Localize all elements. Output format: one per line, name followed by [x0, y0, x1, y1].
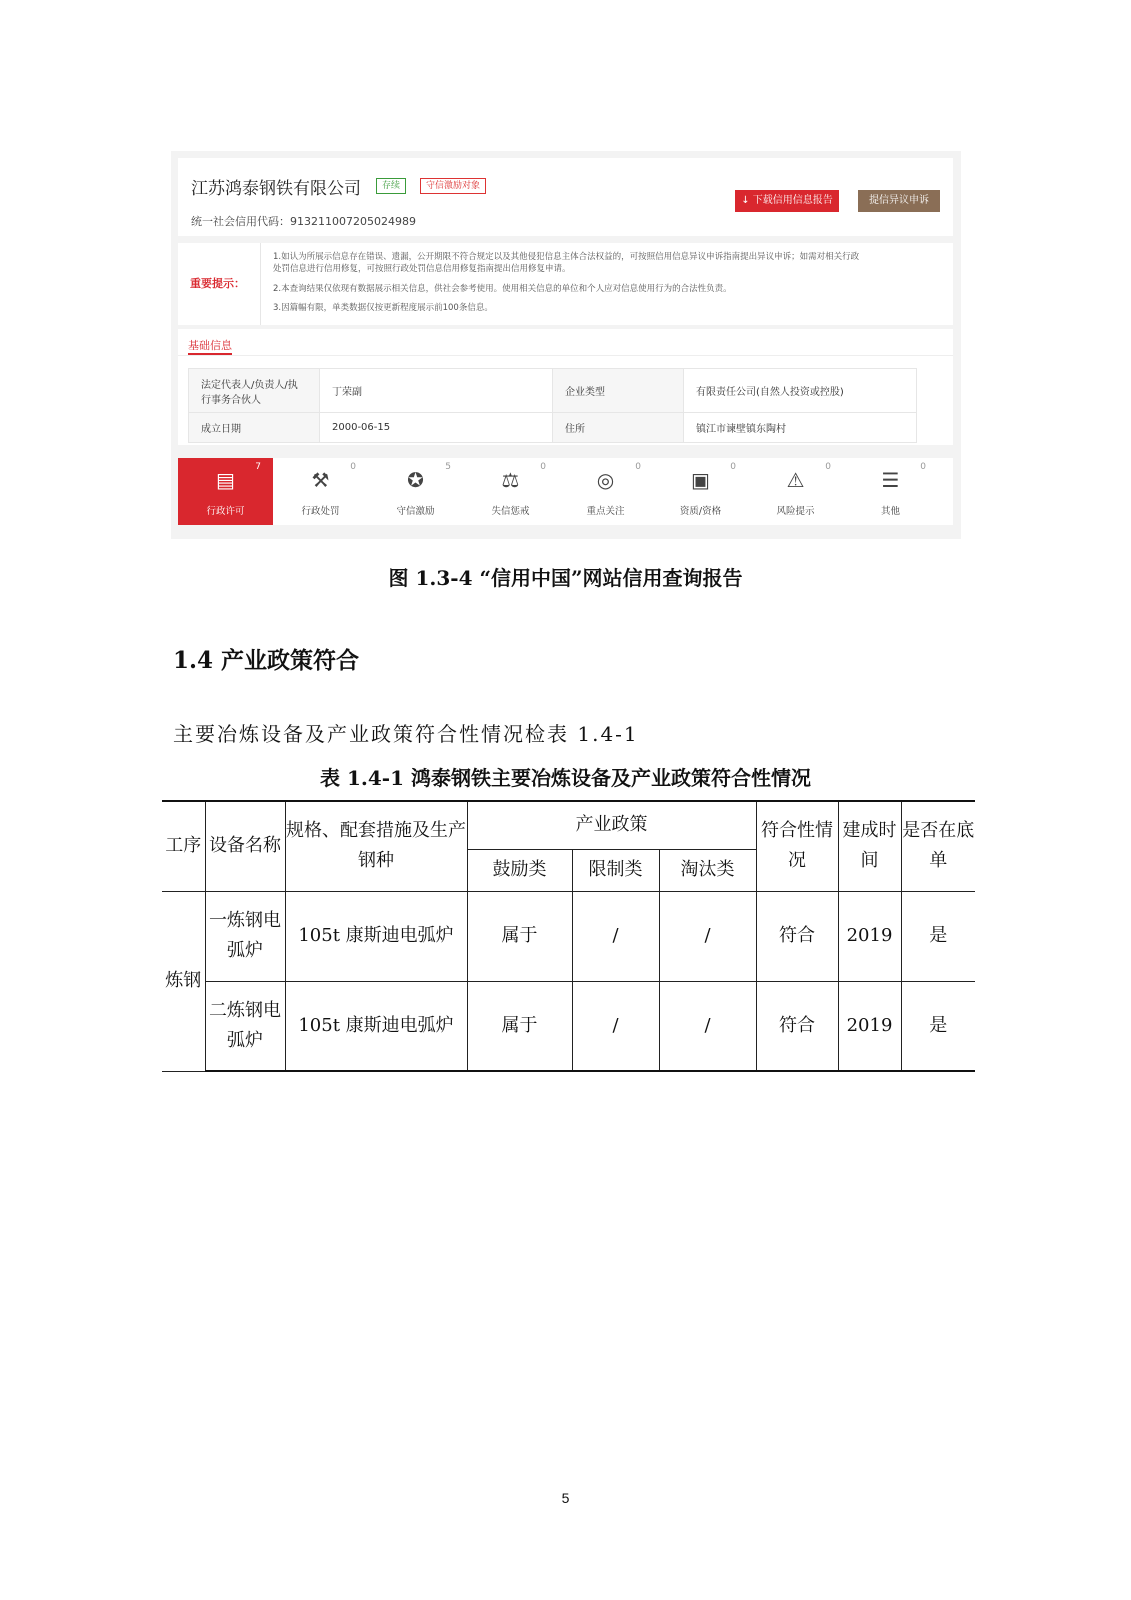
- tab-count: 0: [350, 462, 356, 472]
- header-encourage: 鼓励类: [467, 849, 572, 891]
- encourage-cell: 属于: [467, 891, 572, 981]
- tab-administrative-penalty[interactable]: [273, 458, 368, 525]
- listed-cell: 是: [901, 981, 975, 1071]
- tab-dishonesty-penalty[interactable]: [463, 458, 558, 525]
- legal-rep-label: 法定代表人/负责人/执行事务合伙人: [189, 369, 320, 413]
- category-tab-bar: [178, 458, 953, 525]
- compliance-cell: 符合: [756, 891, 838, 981]
- tab-count: 0: [825, 462, 831, 472]
- notice-line: 处罚信息进行信用修复，可按照行政处罚信息信用修复指南提出信用修复申请。: [273, 264, 571, 274]
- medal-icon: ✪: [407, 468, 424, 492]
- incentive-badge: 守信激励对象: [420, 178, 486, 194]
- compliance-cell: 符合: [756, 981, 838, 1071]
- tab-label: 资质/资格: [679, 506, 722, 517]
- header-spec: 规格、配套措施及生产钢种: [285, 801, 467, 891]
- paragraph: 主要冶炼设备及产业政策符合性情况检表 1.4-1: [173, 722, 639, 746]
- equipment-cell: 二炼钢电弧炉: [205, 981, 285, 1071]
- basic-info-panel: [178, 329, 953, 445]
- encourage-cell: 属于: [467, 981, 572, 1071]
- alarm-icon: ⚠: [786, 468, 805, 492]
- eliminate-cell: /: [659, 981, 756, 1071]
- built-cell: 2019: [838, 891, 901, 981]
- notice-line: 3.因篇幅有限，单类数据仅按更新程度展示前100条信息。: [273, 303, 493, 313]
- tab-count: 7: [255, 462, 261, 472]
- tab-risk-warning[interactable]: [748, 458, 843, 525]
- important-notice: [178, 243, 953, 325]
- figure-caption: 图 1.3-4 “信用中国”网站信用查询报告: [388, 566, 743, 590]
- tab-count: 0: [920, 462, 926, 472]
- section-heading: 1.4 产业政策符合: [173, 647, 360, 674]
- tab-label: 守信激励: [396, 506, 435, 517]
- tab-label: 行政处罚: [301, 506, 340, 517]
- tab-label: 行政许可: [206, 506, 245, 517]
- company-type-value: 有限责任公司(自然人投资或控股): [684, 369, 917, 413]
- divider: [178, 355, 953, 356]
- notice-line: 2.本查询结果仅依现有数据展示相关信息，供社会参考使用。使用相关信息的单位和个人应对信息使用行为的合法性负责。: [273, 284, 732, 294]
- certificate-icon: ▣: [691, 468, 710, 492]
- tab-count: 0: [540, 462, 546, 472]
- restrict-cell: /: [572, 981, 659, 1071]
- tab-qualification[interactable]: [653, 458, 748, 525]
- company-card: [178, 158, 953, 236]
- address-label: 住所: [553, 413, 684, 443]
- spec-cell: 105t 康斯迪电弧炉: [285, 891, 467, 981]
- tab-label: 失信惩戒: [491, 506, 530, 517]
- credit-code: [191, 213, 416, 229]
- tab-count: 0: [635, 462, 641, 472]
- built-cell: 2019: [838, 981, 901, 1071]
- legal-rep-value: 丁荣副: [320, 369, 553, 413]
- download-report-button[interactable]: ↓ 下载信用信息报告: [735, 190, 839, 212]
- process-cell: 炼钢: [162, 891, 205, 1071]
- tab-label: 其他: [880, 506, 900, 517]
- header-built-time: 建成时间: [838, 801, 901, 891]
- target-icon: ◎: [596, 468, 615, 492]
- eliminate-cell: /: [659, 891, 756, 981]
- gavel-icon: ⚒: [311, 468, 330, 492]
- page-number: 5: [561, 1490, 570, 1506]
- tab-count: 0: [730, 462, 736, 472]
- status-badge: 存续: [376, 178, 406, 194]
- header-policy: 产业政策: [467, 801, 756, 849]
- scale-icon: ⚖: [501, 468, 520, 492]
- objection-button[interactable]: 提信异议申诉: [858, 190, 940, 212]
- table-title: 表 1.4-1 鸿泰钢铁主要冶炼设备及产业政策符合性情况: [320, 766, 811, 790]
- header-eliminate: 淘汰类: [659, 849, 756, 891]
- tab-other[interactable]: [843, 458, 938, 525]
- listed-cell: 是: [901, 891, 975, 981]
- credit-code-label: 统一社会信用代码：: [191, 215, 290, 228]
- company-name: 江苏鸿泰钢铁有限公司: [191, 179, 361, 199]
- credit-china-screenshot: [171, 151, 961, 539]
- basic-info-table: [188, 368, 917, 443]
- document-icon: ▤: [216, 468, 235, 492]
- tab-count: 5: [445, 462, 451, 472]
- list-icon: ☰: [881, 468, 900, 492]
- tab-key-attention[interactable]: [558, 458, 653, 525]
- company-type-label: 企业类型: [553, 369, 684, 413]
- notice-title: 重要提示：: [190, 277, 245, 290]
- header-compliance: 符合性情况: [756, 801, 838, 891]
- notice-divider: [260, 243, 261, 325]
- tab-label: 风险提示: [776, 506, 815, 517]
- tab-administrative-license[interactable]: [178, 458, 273, 525]
- restrict-cell: /: [572, 891, 659, 981]
- header-process: 工序: [162, 801, 205, 891]
- address-value: 镇江市谏壁镇东陶村: [684, 413, 917, 443]
- tab-label: 重点关注: [586, 506, 625, 517]
- tab-trust-incentive[interactable]: [368, 458, 463, 525]
- credit-code-value: 913211007205024989: [290, 215, 416, 228]
- header-listed: 是否在底单: [901, 801, 975, 891]
- founding-date-label: 成立日期: [189, 413, 320, 443]
- founding-date-value: 2000-06-15: [320, 413, 553, 443]
- basic-info-title: 基础信息: [188, 339, 232, 352]
- header-equipment: 设备名称: [205, 801, 285, 891]
- header-restrict: 限制类: [572, 849, 659, 891]
- notice-line: 1.如认为所展示信息存在错误、遗漏，公开期限不符合规定以及其他侵犯信息主体合法权益的，可按照信用信息异议申诉指南提出异议申诉；如需对相关行政: [273, 252, 860, 262]
- equipment-cell: 一炼钢电弧炉: [205, 891, 285, 981]
- spec-cell: 105t 康斯迪电弧炉: [285, 981, 467, 1071]
- policy-compliance-table: [162, 800, 975, 1072]
